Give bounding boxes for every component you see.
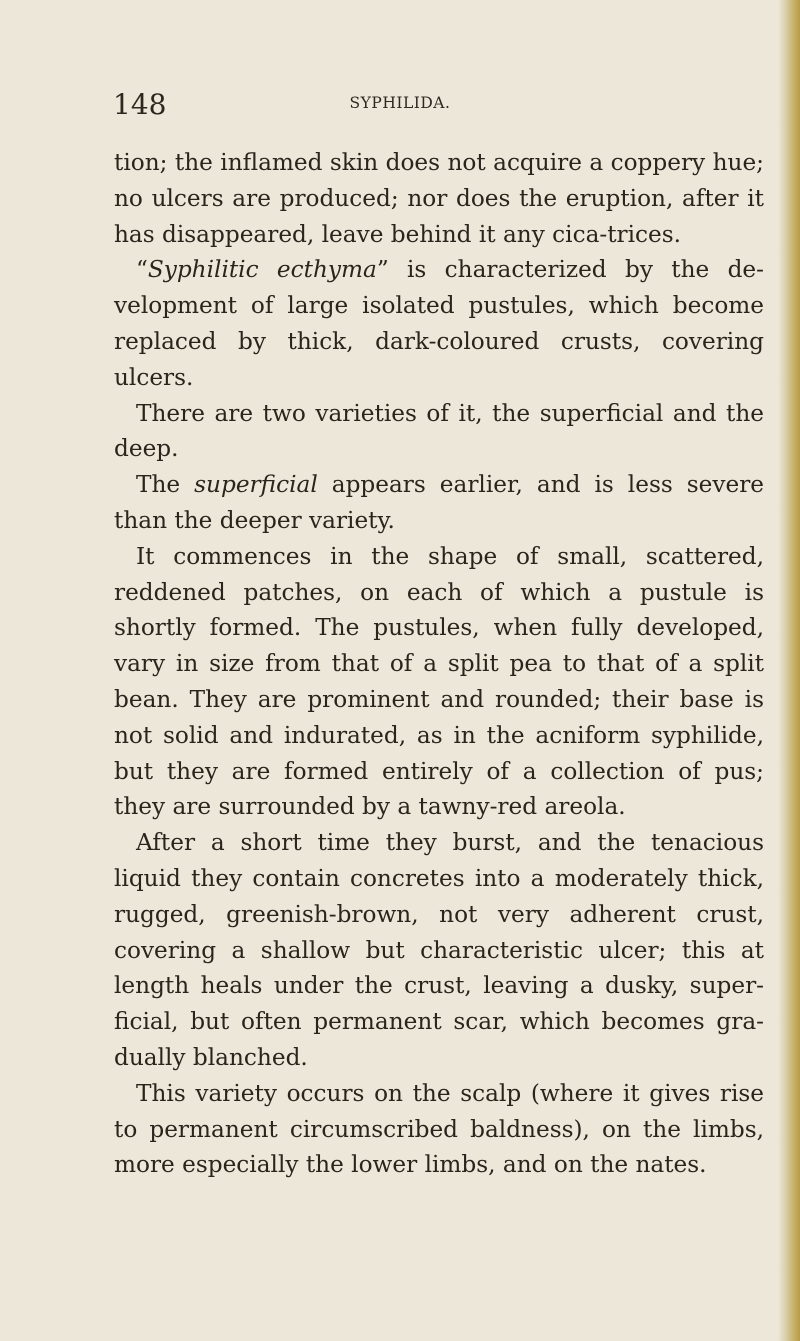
paragraph-commences: It commences in the shape of small, scattered, reddened patches, on each of which a pustule is shortly formed. The pustules, when fully developed, vary in size from that of a split pea to that of a split bean. They are prominent and rounded; their base is not solid and indurated, as in the acniform syphilide, but they are formed entirely of a collection of pus; they are surrounded by a tawny-red areola. bbox=[114, 542, 764, 821]
term-superficial: superficial bbox=[194, 471, 318, 499]
paragraph-after-short-time: After a short time they burst, and the tenacious liquid they contain concretes into a moderately thick, rugged, greenish-brown, not very adherent crust, covering a shallow but characteristic ulcer; this at length heals under the crust, leaving a dusky, super-ficial, but often permanent scar, which becomes gra-dually blanched. bbox=[114, 829, 764, 1071]
paragraph-syphilitic-ecthyma-rest: is characterized by the de-velopment of large isolated pustules, which become replaced by thick, dark-coloured crusts, covering ulcers. bbox=[114, 256, 764, 391]
paragraph-continuation: tion; the inflamed skin does not acquire a coppery hue; no ulcers are produced; nor does the eruption, after it has disappeared, leave behind it any cica-trices. bbox=[114, 149, 764, 248]
page-number: 148 bbox=[113, 88, 167, 121]
paragraph-superficial bbox=[114, 467, 764, 539]
paragraph-varieties: There are two varieties of it, the superficial and the deep. bbox=[114, 399, 764, 463]
page-header bbox=[0, 88, 800, 128]
page-edge-shadow bbox=[778, 0, 800, 1341]
paragraph-variety-occurs: This variety occurs on the scalp (where it gives rise to permanent circumscribed baldness), on the limbs, more especially the lower limbs, and on the nates. bbox=[114, 1079, 764, 1179]
close-quote: ” bbox=[376, 256, 389, 284]
body-text bbox=[114, 145, 764, 1183]
paragraph-superficial-lead: The bbox=[136, 471, 195, 499]
running-head: SYPHILIDA. bbox=[349, 94, 451, 112]
paragraph-syphilitic-ecthyma bbox=[114, 252, 764, 395]
open-quote: “ bbox=[136, 256, 148, 284]
term-syphilitic-ecthyma: Syphilitic ecthyma bbox=[147, 256, 377, 284]
paragraph-superficial-rest: appears earlier, and is less severe than the deeper variety. bbox=[114, 471, 764, 534]
